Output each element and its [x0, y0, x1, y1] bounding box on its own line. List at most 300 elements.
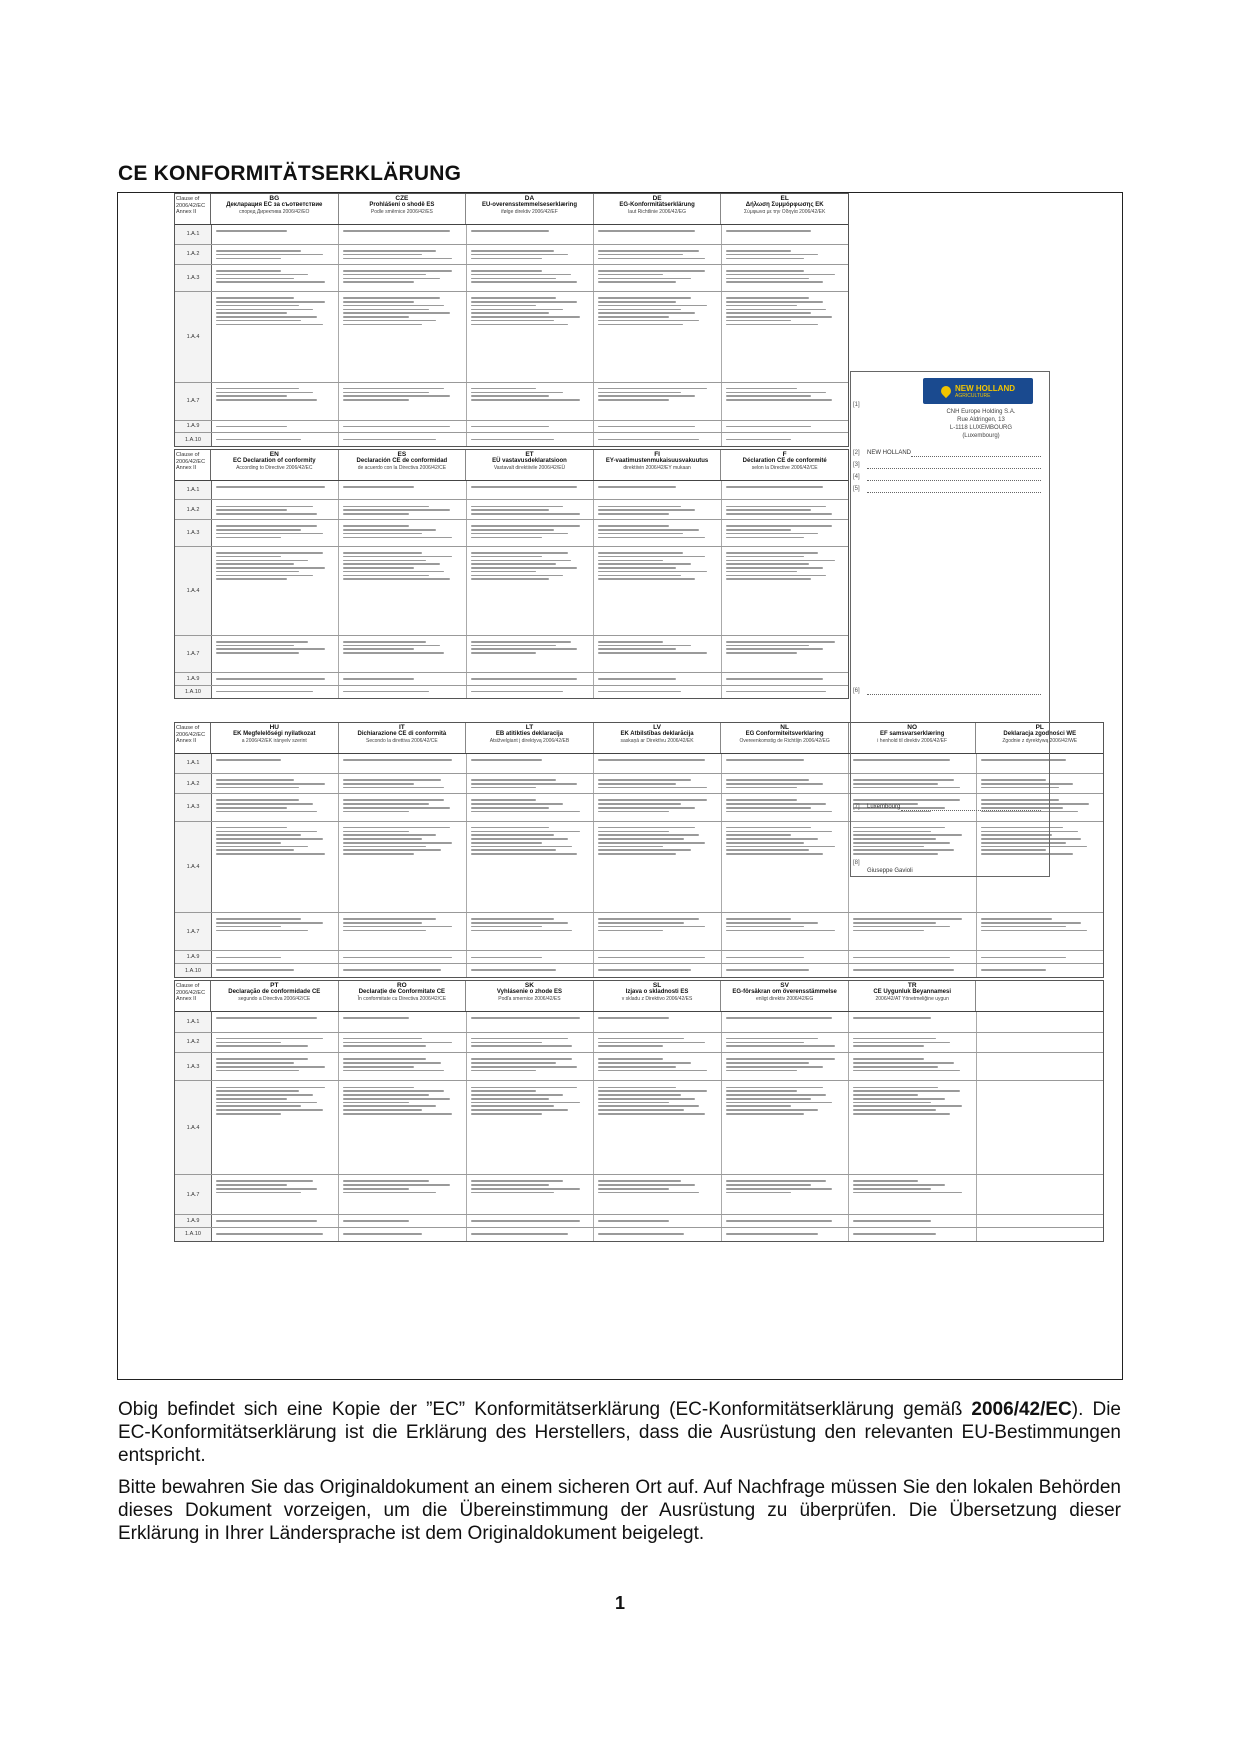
text-line	[471, 759, 542, 761]
directive-reference: 2006/42/EC	[971, 1399, 1072, 1420]
language-column-header	[594, 723, 722, 753]
text-line	[216, 525, 317, 527]
text-line	[471, 1188, 580, 1190]
declaration-cell	[722, 421, 848, 433]
text-line	[471, 1180, 563, 1182]
text-line	[598, 439, 699, 441]
declaration-cell	[212, 673, 339, 685]
text-line	[598, 270, 705, 272]
text-line	[853, 1087, 938, 1089]
text-line	[471, 641, 572, 643]
text-line	[471, 316, 580, 318]
clause-ref: 1.A.10	[175, 964, 212, 977]
declaration-cell	[467, 754, 594, 773]
text-line	[726, 560, 835, 562]
text-line	[216, 1087, 325, 1089]
language-column-header	[721, 981, 849, 1011]
text-line	[343, 759, 452, 761]
text-line	[471, 838, 568, 840]
declaration-title: Izjava o skladnosti ES	[625, 989, 689, 995]
text-line	[726, 1105, 791, 1107]
declaration-cell	[594, 245, 721, 264]
manufacturer-panel	[850, 371, 1050, 877]
declaration-cell	[467, 1215, 594, 1227]
text-line	[598, 556, 705, 558]
text-line	[598, 969, 690, 971]
declaration-cell	[339, 1215, 466, 1227]
declaration-title: EG-Konformitätserklärung	[619, 202, 695, 208]
text-line	[343, 834, 435, 836]
language-column-header	[466, 450, 594, 480]
clause-ref: 1.A.1	[175, 1012, 212, 1032]
directive-subtitle: saskaņā ar Direktīvu 2006/42/EK	[620, 738, 694, 744]
text-line	[216, 1090, 299, 1092]
text-line	[726, 254, 818, 256]
paragraph-1-start: Obig befindet sich eine Kopie der ”EC” Konformitätserklärung (EC‑Konformitätserklärung gemäß	[118, 1399, 972, 1420]
text-line	[343, 787, 444, 789]
text-line	[853, 1184, 945, 1186]
text-line	[216, 250, 301, 252]
clause-row	[175, 225, 848, 245]
declaration-cell	[467, 686, 594, 698]
text-line	[726, 1098, 811, 1100]
declaration-cell	[467, 794, 594, 820]
text-line	[343, 918, 435, 920]
text-line	[981, 957, 1066, 959]
declaration-cell	[339, 292, 466, 382]
text-line	[471, 513, 580, 515]
declaration-title: EÜ vastavusdeklaratsioon	[492, 458, 567, 464]
leaf-icon	[939, 384, 953, 398]
clause-ref: 1.A.9	[175, 673, 212, 685]
text-line	[598, 803, 681, 805]
text-line	[598, 1045, 663, 1047]
language-column-header	[594, 981, 722, 1011]
declaration-cell	[212, 754, 339, 773]
text-line	[598, 395, 695, 397]
text-line	[471, 281, 578, 283]
text-line	[471, 969, 556, 971]
text-line	[981, 926, 1066, 928]
text-line	[853, 1066, 938, 1068]
text-line	[598, 1094, 681, 1096]
text-line	[598, 811, 669, 813]
logo-subtext: AGRICULTURE	[955, 392, 991, 399]
text-line	[726, 281, 823, 283]
text-line	[343, 1105, 435, 1107]
language-code: TR	[907, 982, 917, 989]
text-line	[471, 799, 536, 801]
text-line	[471, 787, 536, 789]
text-line	[471, 1220, 580, 1222]
text-line	[726, 1102, 833, 1104]
text-line	[598, 926, 705, 928]
text-line	[471, 1233, 568, 1235]
declaration-cell	[722, 481, 848, 500]
text-line	[216, 509, 287, 511]
language-code: SL	[652, 982, 662, 989]
text-line	[343, 1184, 450, 1186]
text-line	[726, 556, 804, 558]
directive-subtitle: Podle směrnice 2006/42/ES	[370, 209, 433, 215]
text-line	[216, 278, 294, 280]
declaration-cell	[722, 1081, 849, 1174]
text-line	[216, 274, 308, 276]
declaration-cell	[467, 673, 594, 685]
declaration-cell	[339, 1228, 466, 1241]
clause-row	[175, 673, 848, 686]
text-line	[343, 831, 408, 833]
text-line	[471, 1045, 572, 1047]
declaration-cell	[977, 1012, 1103, 1032]
text-line	[343, 560, 426, 562]
text-line	[216, 563, 294, 565]
text-line	[471, 1098, 549, 1100]
language-column-header	[211, 981, 339, 1011]
text-line	[726, 571, 797, 573]
clause-header: Clause of 2006/42/EC Annex II	[175, 723, 211, 753]
text-line	[726, 849, 809, 851]
clause-row	[175, 421, 848, 434]
declaration-cell	[339, 1012, 466, 1032]
declaration-cell	[722, 822, 849, 912]
declaration-cell	[467, 265, 594, 291]
language-code: EN	[269, 451, 279, 458]
directive-subtitle: de acuerdo con la Directiva 2006/42/CE	[357, 465, 447, 471]
declaration-cell	[722, 964, 849, 977]
declaration-title: EC Declaration of conformity	[232, 458, 316, 464]
text-line	[216, 1184, 287, 1186]
text-line	[598, 1087, 676, 1089]
text-line	[216, 578, 287, 580]
text-line	[343, 506, 428, 508]
clause-row	[175, 481, 848, 501]
text-line	[471, 648, 578, 650]
text-line	[471, 556, 542, 558]
declaration-table	[174, 980, 1104, 1242]
language-code: ES	[397, 451, 407, 458]
text-line	[216, 1017, 317, 1019]
directive-subtitle: laut Richtlinie 2006/42/EG	[628, 209, 686, 215]
text-line	[216, 783, 325, 785]
declaration-cell	[467, 964, 594, 977]
text-line	[471, 297, 556, 299]
declaration-cell	[594, 913, 721, 950]
declaration-cell	[339, 547, 466, 635]
text-line	[216, 395, 287, 397]
language-code: NL	[780, 724, 789, 731]
text-line	[726, 258, 804, 260]
text-line	[216, 1098, 287, 1100]
text-line	[726, 811, 833, 813]
clause-ref: 1.A.7	[175, 1175, 212, 1213]
text-line	[598, 652, 707, 654]
text-line	[598, 258, 705, 260]
address-line: CNH Europe Holding S.A.	[946, 409, 1016, 415]
text-line	[726, 1220, 833, 1222]
declaration-cell	[722, 1033, 849, 1053]
text-line	[598, 525, 669, 527]
explanation-text	[118, 1398, 1121, 1554]
text-line	[598, 388, 707, 390]
declaration-cell	[977, 1033, 1103, 1053]
text-line	[471, 571, 536, 573]
text-line	[726, 486, 823, 488]
text-line	[343, 309, 428, 311]
declaration-cell	[849, 1175, 976, 1213]
text-line	[726, 230, 811, 232]
declaration-cell	[849, 1228, 976, 1241]
text-line	[471, 525, 580, 527]
declaration-cell	[339, 481, 466, 500]
text-line	[343, 853, 414, 855]
declaration-cell	[722, 1175, 849, 1213]
text-line	[598, 846, 663, 848]
text-line	[343, 571, 444, 573]
text-line	[726, 648, 823, 650]
text-line	[343, 807, 450, 809]
text-line	[598, 1090, 707, 1092]
text-line	[343, 678, 414, 680]
declaration-cell	[594, 547, 721, 635]
clause-ref: 1.A.10	[175, 1228, 212, 1241]
text-line	[343, 838, 421, 840]
language-column-header	[466, 723, 594, 753]
text-line	[726, 324, 818, 326]
text-line	[726, 827, 811, 829]
text-line	[216, 552, 323, 554]
declaration-cell	[594, 1175, 721, 1213]
text-line	[216, 922, 323, 924]
clause-row	[175, 520, 848, 547]
declaration-title: EK Megfelelőségi nyilatkozat	[233, 731, 316, 737]
text-line	[343, 399, 408, 401]
declaration-cell	[849, 1081, 976, 1174]
declaration-title: EB atitikties deklaracija	[495, 731, 563, 737]
text-line	[726, 926, 804, 928]
text-line	[216, 560, 308, 562]
declaration-cell	[722, 754, 849, 773]
declaration-cell	[339, 433, 466, 446]
text-line	[216, 645, 294, 647]
text-line	[216, 678, 325, 680]
text-line	[598, 537, 705, 539]
clause-row	[175, 500, 848, 520]
text-line	[726, 392, 827, 394]
language-column-header	[466, 194, 594, 224]
clause-row	[175, 1215, 1103, 1228]
declaration-cell	[594, 822, 721, 912]
declaration-cell	[722, 913, 849, 950]
declaration-cell	[212, 822, 339, 912]
text-line	[343, 1102, 408, 1104]
text-line	[216, 533, 323, 535]
table-header	[175, 450, 848, 481]
declaration-title: CE Uygunluk Beyannamesi	[873, 989, 952, 995]
declaration-title: Декларация ЕС за съответствие	[226, 202, 323, 208]
declaration-title: Declaración CE de conformidad	[356, 458, 448, 464]
declaration-cell	[977, 1053, 1103, 1080]
clause-ref: 1.A.1	[175, 481, 212, 500]
declaration-cell	[212, 951, 339, 963]
text-line	[216, 537, 281, 539]
declaration-cell	[594, 1053, 721, 1080]
text-line	[726, 525, 833, 527]
language-code: IT	[398, 724, 405, 731]
declaration-cell	[212, 1053, 339, 1080]
text-line	[471, 645, 556, 647]
text-line	[471, 312, 549, 314]
text-line	[598, 309, 681, 311]
text-line	[726, 320, 791, 322]
declaration-cell	[339, 794, 466, 820]
text-line	[216, 803, 313, 805]
text-line	[471, 278, 556, 280]
language-code: LT	[525, 724, 534, 731]
text-line	[598, 399, 669, 401]
clause-row	[175, 383, 848, 421]
text-line	[471, 563, 556, 565]
text-line	[598, 922, 683, 924]
text-line	[471, 783, 578, 785]
declaration-cell	[339, 520, 466, 546]
text-line	[343, 641, 426, 643]
declaration-cell	[212, 383, 339, 420]
declaration-cell	[722, 794, 849, 820]
declaration-title: Deklaracja zgodności WE	[1003, 731, 1077, 737]
language-column-header	[211, 194, 339, 224]
declaration-cell	[339, 1053, 466, 1080]
text-line	[471, 849, 556, 851]
text-line	[216, 556, 281, 558]
text-line	[471, 324, 568, 326]
text-line	[343, 1017, 408, 1019]
text-line	[343, 305, 444, 307]
declaration-cell	[339, 1033, 466, 1053]
declaration-cell	[594, 1012, 721, 1032]
text-line	[216, 324, 323, 326]
text-line	[216, 842, 281, 844]
declaration-cell	[722, 520, 848, 546]
declaration-cell	[594, 500, 721, 519]
language-code: DA	[524, 195, 535, 202]
declaration-cell	[212, 964, 339, 977]
text-line	[216, 799, 299, 801]
text-line	[726, 930, 835, 932]
declaration-cell	[212, 421, 339, 433]
text-line	[471, 309, 563, 311]
text-line	[216, 652, 299, 654]
text-line	[471, 537, 542, 539]
directive-subtitle: Zgodnie z dyrektywą 2006/42/WE	[1002, 738, 1078, 744]
text-line	[216, 1094, 313, 1096]
text-line	[216, 1062, 294, 1064]
declaration-cell	[339, 500, 466, 519]
text-line	[598, 230, 695, 232]
clause-row	[175, 964, 1103, 977]
directive-subtitle: 2006/42/AT Yönetmeliğine uygun	[875, 996, 949, 1002]
declaration-title: EF samsvarserklæring	[879, 731, 945, 737]
clause-row	[175, 1081, 1103, 1175]
language-code: RO	[396, 982, 407, 989]
text-line	[981, 922, 1082, 924]
declaration-title: Déclaration CE de conformité	[742, 458, 827, 464]
text-line	[853, 1062, 954, 1064]
text-line	[598, 1038, 683, 1040]
text-line	[726, 1066, 823, 1068]
text-line	[853, 1094, 918, 1096]
text-line	[343, 803, 428, 805]
declaration-title: EG-försäkran om överensstämmelse	[732, 989, 837, 995]
text-line	[853, 1070, 960, 1072]
text-line	[471, 426, 549, 428]
text-line	[726, 1042, 804, 1044]
text-line	[343, 525, 408, 527]
declaration-cell	[594, 774, 721, 793]
text-line	[343, 1094, 428, 1096]
clause-ref: 1.A.4	[175, 822, 212, 912]
declaration-cell	[212, 913, 339, 950]
text-line	[471, 486, 578, 488]
text-line	[343, 1113, 452, 1115]
text-line	[471, 1109, 568, 1111]
directive-subtitle: според Директива 2006/42/ЕО	[239, 209, 310, 215]
text-line	[471, 1042, 542, 1044]
text-line	[471, 578, 549, 580]
directive-subtitle: ifølge direktiv 2006/42/EF	[501, 209, 558, 215]
language-code: BG	[269, 195, 280, 202]
declaration-cell	[339, 1081, 466, 1174]
text-line	[216, 399, 317, 401]
text-line	[726, 1017, 833, 1019]
text-line	[343, 563, 440, 565]
marker-5: [5]	[853, 486, 860, 492]
declaration-cell	[339, 964, 466, 977]
clause-row	[175, 1012, 1103, 1033]
text-line	[598, 1017, 669, 1019]
clause-ref: 1.A.10	[175, 433, 212, 446]
text-line	[598, 1058, 663, 1060]
declaration-cell	[849, 951, 976, 963]
declaration-cell	[212, 547, 339, 635]
declaration-cell	[722, 292, 848, 382]
text-line	[598, 957, 705, 959]
declaration-cell	[594, 1033, 721, 1053]
text-line	[471, 1058, 572, 1060]
text-line	[216, 759, 281, 761]
declaration-cell	[594, 794, 721, 820]
declaration-cell	[977, 964, 1103, 977]
text-line	[981, 930, 1088, 932]
text-line	[726, 297, 809, 299]
directive-subtitle: Secondo la direttiva 2006/42/CE	[366, 738, 438, 744]
text-line	[726, 1113, 804, 1115]
text-line	[216, 969, 294, 971]
text-line	[726, 563, 809, 565]
text-line	[726, 575, 827, 577]
text-line	[853, 1017, 931, 1019]
text-line	[471, 853, 578, 855]
declaration-cell	[722, 245, 848, 264]
declaration-cell	[467, 1053, 594, 1080]
declaration-frame	[117, 192, 1123, 1380]
text-line	[598, 312, 695, 314]
text-line	[726, 1094, 827, 1096]
text-line	[726, 399, 833, 401]
text-line	[343, 922, 421, 924]
declaration-cell	[594, 520, 721, 546]
text-line	[471, 575, 563, 577]
